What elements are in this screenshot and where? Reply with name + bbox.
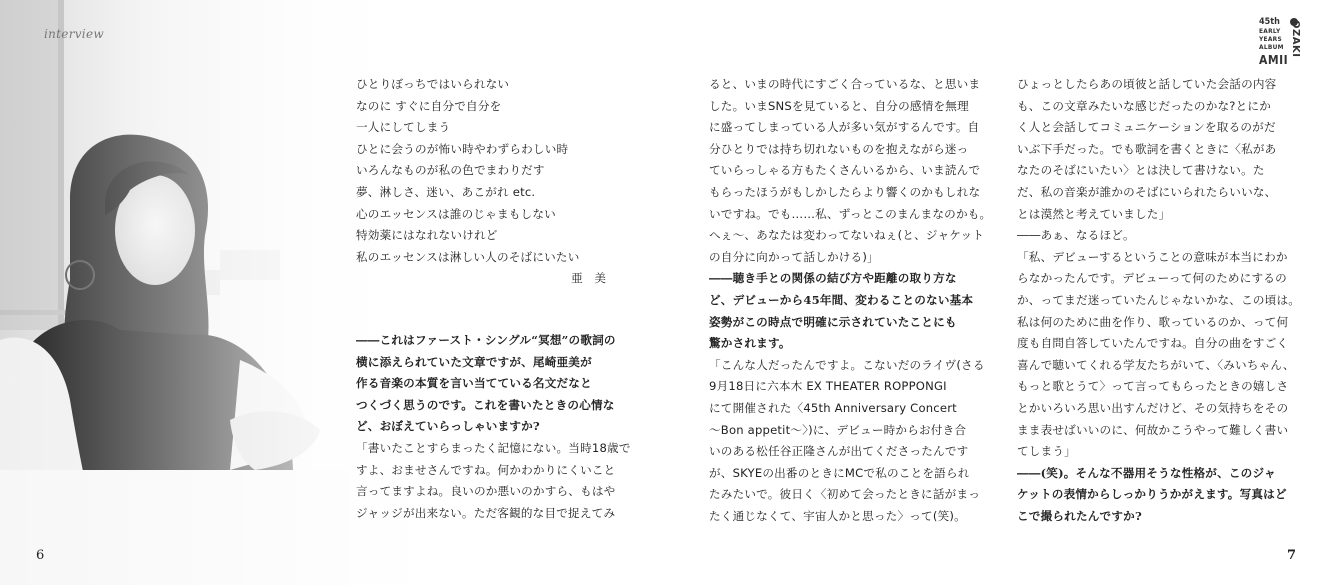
section-label: interview — [44, 27, 104, 41]
poem-line: 心のエッセンスは誰のじゃまもしない — [356, 206, 556, 221]
interview-question-line: 横に添えられていた文章ですが、尾崎亜美が — [356, 354, 592, 369]
interview-answer-line: なたのそばにいたい〉とは決して書けない。た — [1017, 163, 1265, 178]
logo-year: 45th — [1259, 17, 1280, 27]
poem-signature: 亜 美 — [571, 271, 610, 286]
interview-answer-line: もらったほうがもしかしたらより響くのかもしれな — [709, 184, 981, 199]
interview-answer-line: 〜Bon appetit〜〉)に、デビュー時からお付き合 — [709, 422, 967, 437]
interview-answer-line: か、ってまだ迷っていたんじゃないかな、この頃は。 — [1017, 292, 1301, 307]
interview-answer-line: ると、いまの時代にすごく合っているな、と思いま — [709, 77, 981, 91]
interview-answer-line: まま表せばいいのに、何故かこうやって難しく書い — [1017, 422, 1289, 437]
interview-answer-line: にて開催された〈45th Anniversary Concert — [709, 400, 957, 415]
interview-question-line: ――聴き手との関係の結び方や距離の取り方な — [709, 271, 957, 286]
interview-answer-line: 9月18日に六本木 EX THEATER ROPPONGI — [709, 379, 947, 394]
interview-answer-line: 度も自問自答していたんですね。自分の曲をすごく — [1017, 336, 1289, 351]
interview-answer-line: 分ひとりでは持ち切れないものを抱えながら迷っ — [709, 141, 969, 156]
interview-answer-line: 「書いたことすらまったく記憶にない。当時18歳で — [356, 440, 631, 455]
interview-answer-line: の自分に向かって話しかける)」 — [709, 249, 879, 264]
interview-answer-line: もっと歌とうて〉って言ってもらったときの嬉しさ — [1017, 379, 1289, 394]
interview-question-line: ケットの表情からしっかりうかがえます。写真はど — [1017, 487, 1287, 502]
logo-name-1: AMII — [1259, 53, 1289, 67]
interview-answer-line: いぶ下手だった。でも歌詞を書くときに〈私があ — [1017, 141, 1277, 156]
poem — [356, 74, 618, 290]
page-number-left: 6 — [36, 548, 45, 563]
interview-answer-line: ――あぁ、なるほど。 — [1017, 228, 1135, 243]
interview-answer-line: ジャッジが出来ない。ただ客観的な目で捉えてみ — [356, 505, 616, 520]
text-column-2 — [709, 74, 992, 527]
text-column-1 — [356, 74, 631, 524]
interview-question-line: つくづく思うのです。これを書いたときの心情な — [356, 397, 615, 412]
interview-answer-line: すよ、おませさんですね。何かわかりにくいこと — [356, 462, 616, 477]
interview-answer-line: いですね。でも……私、ずっとこのまんまなのかも。 — [709, 206, 992, 221]
interview-answer-line: 「私、デビューするということの意味が本当にわか — [1017, 249, 1288, 264]
interview-answer-line: たみたいで。彼日く〈初めて会ったときに話がまっ — [709, 487, 981, 502]
interview-answer-line: した。いまSNSを見ていると、自分の感情を無理 — [709, 98, 969, 113]
poem-line: 夢、淋しさ、迷い、あこがれ etc. — [356, 184, 536, 199]
interview-answer-line: てしまう」 — [1017, 444, 1076, 459]
interview-answer-line: 私は何のために曲を作り、歌っているのか、って何 — [1017, 314, 1289, 329]
interview-answer-line: が、SKYEの出番のときにMCで私のことを語られ — [709, 465, 970, 480]
logo-line-3: ALBUM — [1259, 43, 1284, 51]
column-1-body — [356, 330, 631, 524]
interview-answer-line: 喜んで聴いてくれる学友たちがいて、〈みいちゃん、 — [1017, 357, 1295, 372]
interview-answer-line: ひょっとしたらあの頃彼と話していた会話の内容 — [1017, 77, 1277, 91]
logo-line-1: EARLY — [1259, 27, 1281, 35]
interview-question-line: ――(笑)。そんな不器用そうな性格が、このジャ — [1017, 465, 1276, 480]
interview-answer-line: く人と会話してコミュニケーションを取るのがだ — [1017, 120, 1276, 135]
logo-name-2: OZAKI — [1290, 20, 1301, 58]
interview-answer-line: とかいろいろ思い出すんだけど、その気持ちをその — [1017, 400, 1289, 415]
interview-answer-line: に盛ってしまっている人が多い気がするんです。自 — [709, 120, 980, 135]
interview-question-line: ど、おぼえていらっしゃいますか? — [356, 419, 540, 434]
column-3-body — [1017, 74, 1301, 527]
interview-answer-line: へぇ〜、あなたは変わってないねぇ(と、ジャケット — [709, 228, 985, 243]
poem-line: なのに すぐに自分で自分を — [356, 98, 502, 113]
interview-answer-line: ていらっしゃる方もたくさんいるから、いま読んで — [709, 163, 981, 178]
page-number-right: 7 — [1287, 548, 1297, 563]
poem-line: ひとに会うのが怖い時やわずらわしい時 — [356, 141, 569, 156]
poem-line: 一人にしてしまう — [356, 120, 451, 135]
text-column-3 — [1017, 74, 1301, 527]
interview-question-line: ど、デビューから45年間、変わることのない基本 — [709, 292, 974, 307]
poem-line: ひとりぼっちではいられない — [356, 77, 510, 91]
interview-answer-line: も、この文章みたいな感じだったのかな?とにか — [1017, 98, 1272, 113]
interview-question-line: 驚かされます。 — [709, 336, 791, 351]
interview-answer-line: らなかったんです。デビューって何のためにするの — [1017, 271, 1287, 286]
poem-line: 私のエッセンスは淋しい人のそばにいたい — [356, 249, 580, 264]
interview-answer-line: だ、私の音楽が誰かのそばにいられたらいいな、 — [1017, 184, 1277, 199]
logo-line-2: YEARS — [1259, 35, 1282, 43]
interview-answer-line: たく通じなくて、宇宙人かと思った〉って(笑)。 — [709, 508, 966, 523]
column-2-body — [709, 74, 992, 527]
album-logo — [1259, 18, 1303, 78]
poem-line: 特効薬にはなれないけれど — [356, 228, 498, 243]
interview-answer-line: とは漠然と考えていました」 — [1017, 206, 1171, 221]
poem-line: いろんなものが私の色でまわりだす — [356, 163, 545, 178]
interview-answer-line: 言ってますよね。良いのか悪いのかすら、もはや — [356, 484, 616, 499]
interview-question-line: 姿勢がこの時点で明確に示されていたことにも — [709, 314, 957, 329]
interview-answer-line: いのある松任谷正隆さんが出てくださったんです — [709, 444, 969, 459]
interview-question-line: こで撮られたんですか? — [1017, 508, 1142, 523]
interview-question-line: ――これはファースト・シングル“冥想”の歌詞の — [356, 332, 616, 347]
interview-question-line: 作る音楽の本質を言い当てている名文だなと — [356, 376, 592, 391]
interview-answer-line: 「こんな人だったんですよ。こないだのライヴ(さる — [709, 357, 985, 372]
